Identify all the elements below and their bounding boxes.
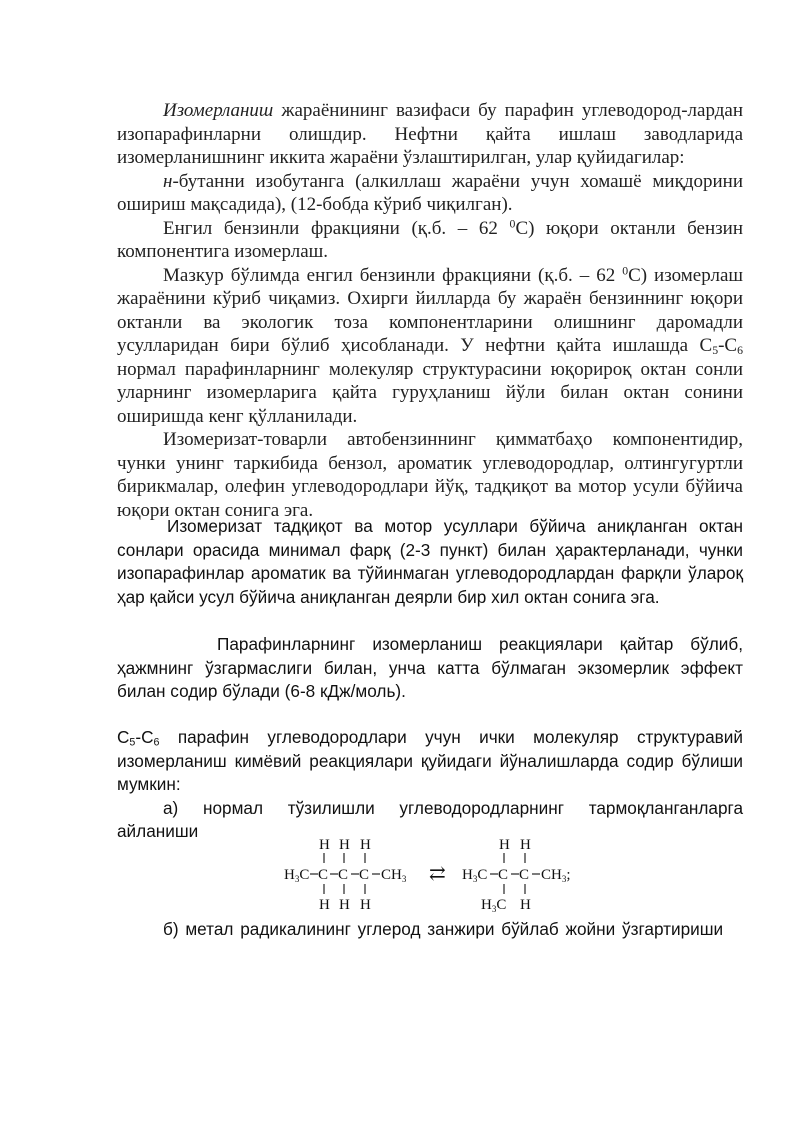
formula-svg bbox=[282, 833, 592, 913]
degree-sup: 0 bbox=[509, 217, 516, 231]
equilibrium-arrow-icon: ⇄ bbox=[429, 863, 446, 885]
paragraph-reaction-reversible bbox=[117, 633, 743, 704]
h-top-1: H bbox=[319, 837, 330, 853]
dash-c: -С bbox=[718, 335, 738, 356]
h-bottom-2: H bbox=[339, 897, 350, 913]
paragraph-2-text: -бутанни изобутанга (алкиллаш жараёни учун хомашё миқдорини ошириш мақсадида), (12-бобда кўриб чиқилган). bbox=[117, 170, 743, 215]
item-b-text: метал радикалининг углерод занжири бўйлаб жойни ўзгартириши bbox=[185, 919, 724, 939]
prefix-n: н bbox=[163, 170, 173, 192]
dash-c: -С bbox=[135, 727, 154, 747]
degree-sup: 0 bbox=[622, 264, 629, 278]
term-isomerization: Изомерланиш bbox=[163, 100, 274, 121]
paragraph-c5-c6-isomerization bbox=[117, 726, 743, 844]
c-2: C bbox=[338, 867, 349, 883]
paragraph-1-text: жараёнининг вазифаси бу парафин углеводород-лардан изопарафинларни олишдир. Нефтни қайта ишлаш заводларида изомерланишнинг иккита жараёни ўзлаштирилган, улар қуйидагилар: bbox=[117, 100, 743, 168]
h-bottom-1: H bbox=[319, 897, 330, 913]
ch3-left: $CH_3$ bbox=[381, 867, 407, 884]
paragraph-3-text-a: Енгил бензинли фракцияни (қ.б. – 62 bbox=[163, 217, 510, 239]
h-top-3: H bbox=[360, 837, 371, 853]
isomerization-formula bbox=[282, 833, 592, 913]
c-r2: C bbox=[519, 867, 530, 883]
c-r1: C bbox=[498, 867, 509, 883]
h-bottom-3: H bbox=[360, 897, 371, 913]
c-1: C bbox=[318, 867, 329, 883]
paragraph-5-text: Изомеризат-товарли автобензиннинг қимматбаҳо компонентидир, чунки унинг таркибида бензол, ароматик углеводородлар, олтингугуртли бирикмалар, олефин углеводородлари йўқ, тадқиқот ва мотор усули бўйича юқори октан сонига эга. bbox=[117, 429, 743, 521]
paragraph-6-text: Изомеризат тадқиқот ва мотор усуллари бўйича аниқланган октан сонлари орасида минимал фарқ (2-3 пункт) билан ҳарактерланади, чунки изопарафинлар ароматик ва тўйинмаган углеводородлардан фарқли ўлароқ ҳар қайси усул бўйича аниқланган деярли бир хил октан сонига эга. bbox=[117, 516, 743, 607]
c-letter: С bbox=[117, 727, 130, 747]
paragraph-3-text-b: С) юқори октанли бензин компонентига изомерлаш. bbox=[117, 217, 744, 262]
item-b-label: б) bbox=[163, 919, 179, 939]
h-top-2: H bbox=[339, 837, 350, 853]
h-top-r2: H bbox=[520, 837, 531, 853]
h3c-left: $H_3C$ bbox=[284, 867, 310, 884]
paragraph-4-text-c: нормал парафинларнинг молекуляр структурасини юқорироқ октан сонли уларнинг изомерларига қайта гуруҳланиш йўли билан октан сонини оширишда кенг қўлланилади. bbox=[117, 358, 743, 427]
subscript-6: 6 bbox=[153, 736, 160, 749]
subscript-6: 6 bbox=[737, 343, 743, 357]
h-top-r1: H bbox=[499, 837, 510, 853]
item-b bbox=[117, 918, 743, 942]
paragraph-isomerization-purpose bbox=[117, 99, 743, 522]
paragraph-4-text-b: С) изомерлаш жараёнини кўриб чиқамиз. Охирги йилларда бу жараён бензиннинг юқори октанли ва экологик тоза компонентларини олишнинг даромадли усулларидан бири бўлиб ҳисобланади. У нефтни қайта ишлашда С bbox=[117, 264, 744, 356]
h3c-bottom: $H_3C$ bbox=[481, 897, 507, 913]
paragraph-isomerizate-octane bbox=[117, 515, 743, 609]
paragraph-8-text: парафин углеводородлари учун ички молекуляр структуравий изомерланиш кимёвий реакциялари қуйидаги йўналишларда содир бўлиши мумкин: bbox=[117, 727, 743, 794]
ch3-right: $CH_3$; bbox=[541, 867, 571, 884]
h3c-right: $H_3C$ bbox=[462, 867, 488, 884]
subscript-5: 5 bbox=[712, 343, 719, 357]
h-bottom-r: H bbox=[520, 897, 531, 913]
subscript-5: 5 bbox=[129, 736, 136, 749]
c-3: C bbox=[359, 867, 370, 883]
item-a-text: а) нормал тўзилишли углеводородларнинг тармоқланганларга айланиши bbox=[117, 797, 743, 841]
paragraph-4-text-a: Мазкур бўлимда енгил бензинли фракцияни (қ.б. – 62 bbox=[163, 264, 623, 286]
paragraph-7-text: Парафинларнинг изомерланиш реакциялари қайтар бўлиб, ҳажмнинг ўзгармаслиги билан, унча катта бўлмаган экзомерлик эффект билан содир бўлади (6-8 кДж/моль). bbox=[117, 634, 743, 701]
